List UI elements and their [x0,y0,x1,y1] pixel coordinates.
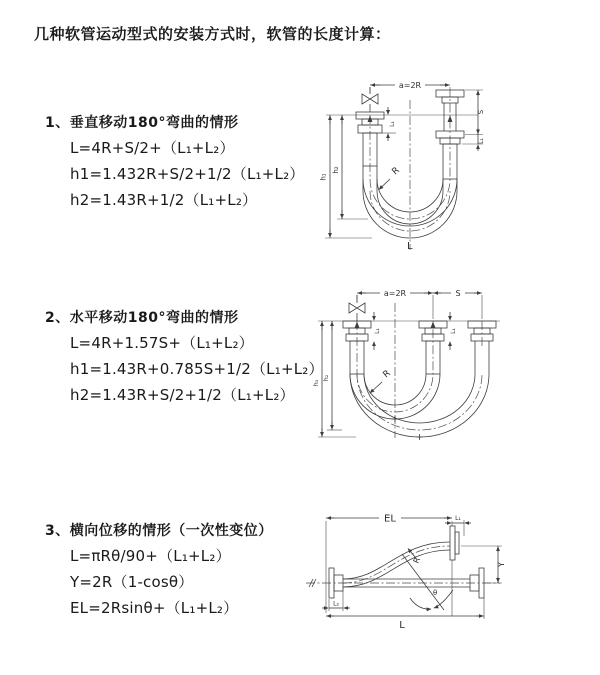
diagram-lateral-displacement [298,498,600,653]
dim-l1-label: L₁ [455,515,461,522]
dim-theta-label: θ [433,589,438,597]
dimensions-left-h [320,115,479,238]
dim-s-label: S [455,288,461,298]
section-2-formula-L: L=4R+1.57S+（L₁+L₂） [70,334,254,352]
valve-icon [362,87,378,112]
dim-r-label: R [381,368,393,381]
section-3-formula-EL: EL=2Rsinθ+（L₁+L₂） [70,599,239,617]
displaced-hose [343,526,459,587]
dimension-l1-middle [450,312,457,350]
dim-l1-left-label: L₁ [389,121,396,127]
dimension-top-a2r-s [357,289,482,320]
dim-l1-left-label: L₁ [374,328,381,334]
dimension-l1-left [374,312,381,350]
dim-h1-label: h₁ [312,379,320,387]
section-1-formula-h2: h2=1.43R+1/2（L₁+L₂） [70,191,258,209]
page-title: 几种软管运动型式的安装方式时，软管的长度计算： [34,25,391,43]
section-3-formula-Y: Y=2R（1-cosθ） [70,573,194,591]
dim-l-label: L [399,620,405,631]
radius-callout [379,166,402,190]
diagram-horizontal-180 [308,278,600,468]
dim-r-label: R [411,556,423,565]
dim-l-label: L [407,241,413,252]
dim-el-label: EL [384,513,396,525]
section-2-formula-h1: h1=1.43R+0.785S+1/2（L₁+L₂） [70,360,324,378]
dim-h2-label: h₂ [322,374,330,382]
dim-a-label: a=2R [383,288,407,298]
right-pipe-fitting [436,90,464,179]
section-3-heading: 3、横向位移的情形（一次性变位） [45,523,273,539]
dim-h1-label: h₁ [319,173,328,181]
dimension-l [326,598,484,631]
dimension-el [326,513,452,613]
section-1-heading: 1、垂直移动180°弯曲的情形 [45,115,239,131]
dimensions-left-h [312,321,436,437]
radius-callout [370,369,393,393]
dim-l1-right-label: L₁ [478,138,485,144]
centerlines [357,303,482,438]
dim-l1-middle-label: L₁ [450,328,457,334]
dimension-top-a2r [370,81,450,94]
dim-s-label: S [477,109,485,115]
section-2-heading: 2、水平移动180°弯曲的情形 [45,310,239,326]
section-1-formula-L: L=4R+S/2+（L₁+L₂） [70,139,235,157]
dim-a-label: a=2R [398,80,422,90]
dim-l2-label: L₂ [333,600,339,608]
dim-y-label: Y [497,562,506,567]
centerline [306,579,500,587]
dim-r-label: R [390,165,402,178]
dimensions-right-s-l1 [462,90,485,151]
section-2-formula-h2: h2=1.43R+S/2+1/2（L₁+L₂） [70,386,295,404]
diagram-vertical-180 [310,72,600,257]
section-1-formula-h1: h1=1.432R+S/2+1/2（L₁+L₂） [70,165,305,183]
theta-angle [402,554,453,616]
dim-h2-label: h₂ [332,166,340,174]
section-3-formula-L: L=πRθ/90+（L₁+L₂） [70,547,231,565]
dimension-y [461,546,506,583]
valve-icon [349,295,365,321]
